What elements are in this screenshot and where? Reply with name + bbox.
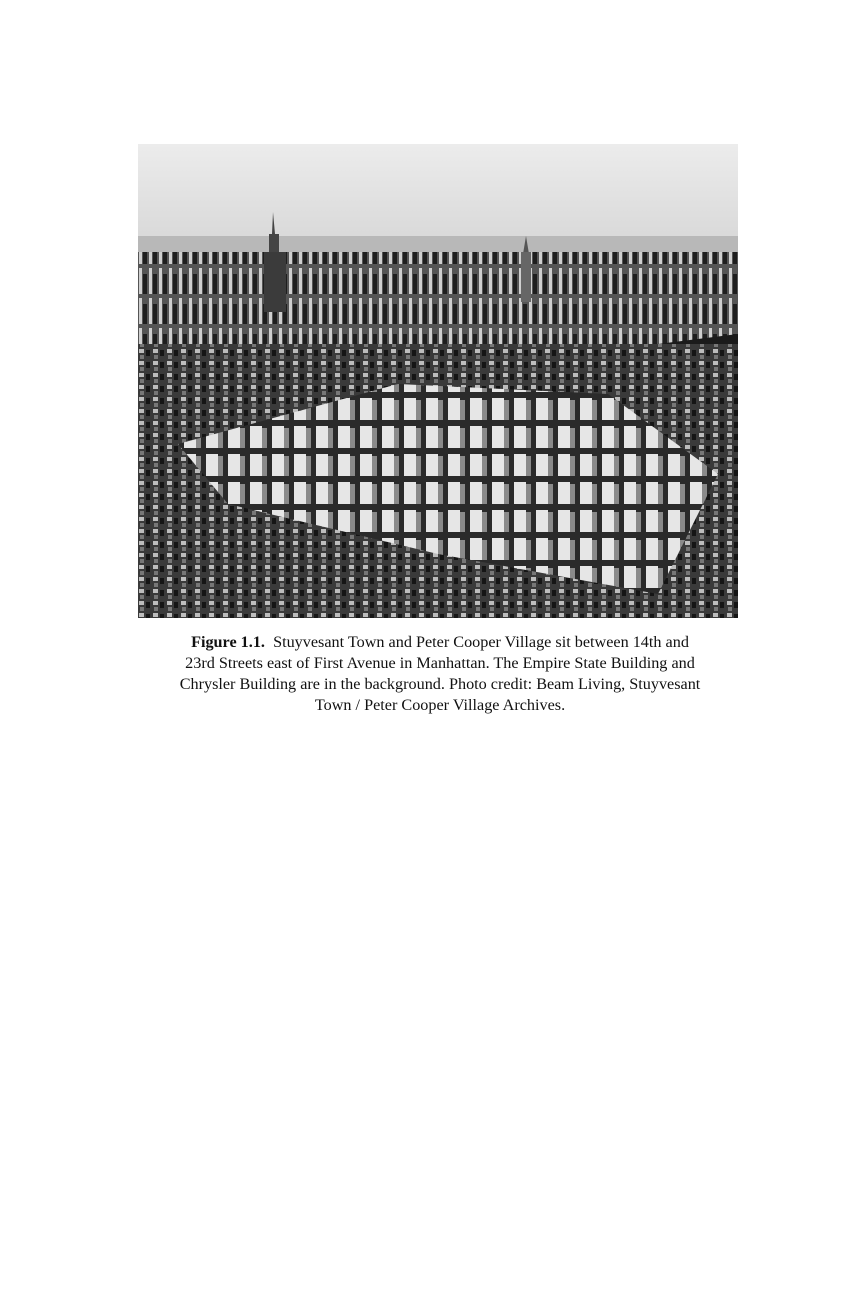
caption-line-2: 23rd Streets east of First Avenue in Manhattan. The Empire State Building and: [185, 654, 695, 672]
skyline-illustration: [138, 144, 738, 618]
figure-label: Figure 1.1.: [191, 633, 265, 651]
aerial-photograph: [138, 144, 738, 618]
figure-caption: [150, 632, 730, 716]
caption-line-1: Figure 1.1. Stuyvesant Town and Peter Cooper Village sit between 14th and: [191, 633, 689, 651]
caption-line-3: Chrysler Building are in the background. Photo credit: Beam Living, Stuyvesant: [179, 675, 701, 693]
caption-line-4: Town / Peter Cooper Village Archives.: [314, 696, 566, 714]
